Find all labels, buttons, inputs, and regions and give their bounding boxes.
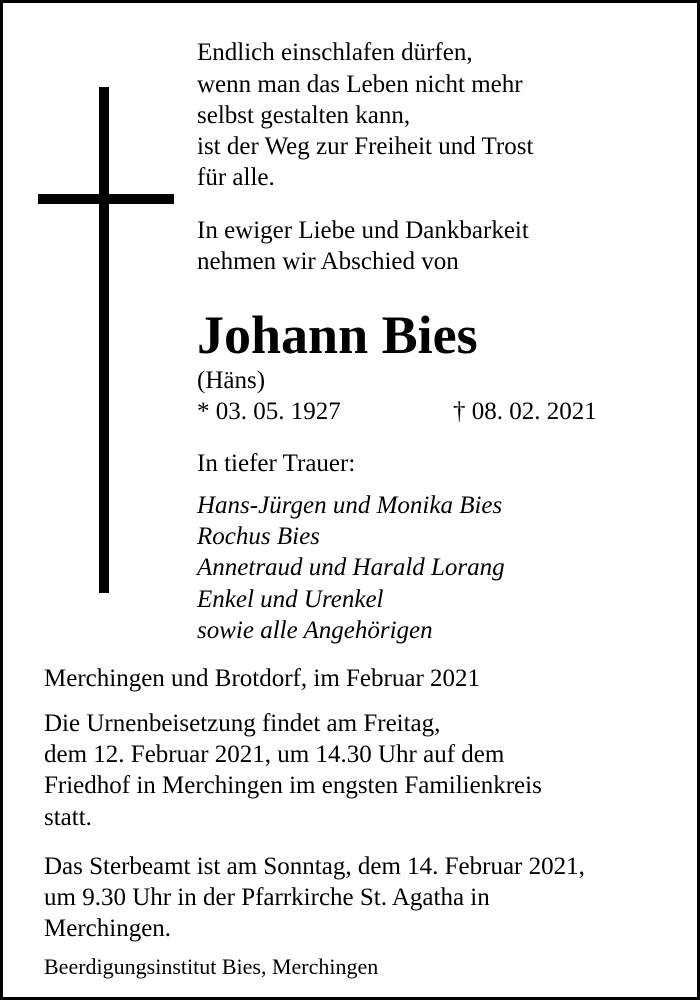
cross-vertical-beam [99, 87, 109, 593]
requiem-notice-line: Das Sterbeamt ist am Sonntag, dem 14. Februar 2021, [44, 853, 585, 880]
mourner-name: Hans-Jürgen und Monika Bies [197, 492, 503, 519]
burial-notice-line: dem 12. Februar 2021, um 14.30 Uhr auf dem [44, 741, 505, 768]
funeral-home: Beerdigungsinstitut Bies, Merchingen [44, 954, 379, 979]
mourning-label: In tiefer Trauer: [197, 450, 356, 477]
cross-icon [38, 87, 174, 593]
verse-line: selbst gestalten kann, [197, 102, 411, 129]
mourner-name: Rochus Bies [197, 523, 320, 550]
intro-line: In ewiger Liebe und Dankbarkeit [197, 217, 529, 244]
burial-notice-line: Friedhof in Merchingen im engsten Familienkreis [44, 772, 542, 799]
burial-notice-line: statt. [44, 804, 92, 831]
requiem-notice-line: um 9.30 Uhr in der Pfarrkirche St. Agatha in [44, 884, 490, 911]
verse-line: Endlich einschlafen dürfen, [197, 39, 473, 66]
birth-date: * 03. 05. 1927 [197, 398, 341, 425]
verse-line: wenn man das Leben nicht mehr [197, 71, 523, 98]
mourner-name: sowie alle Angehörigen [197, 617, 433, 644]
requiem-notice-line: Merchingen. [44, 915, 172, 942]
intro-line: nehmen wir Abschied von [197, 248, 459, 275]
place-date: Merchingen und Brotdorf, im Februar 2021 [44, 665, 481, 692]
verse-line: ist der Weg zur Freiheit und Trost [197, 133, 534, 160]
deceased-name: Johann Bies [197, 305, 478, 365]
death-date: † 08. 02. 2021 [453, 398, 597, 425]
verse-line: für alle. [197, 164, 275, 191]
burial-notice-line: Die Urnenbeisetzung findet am Freitag, [44, 710, 441, 737]
deceased-nickname: (Häns) [197, 367, 266, 394]
mourner-name: Annetraud und Harald Lorang [197, 554, 505, 581]
cross-horizontal-beam [38, 194, 174, 204]
mourner-name: Enkel und Urenkel [197, 586, 384, 613]
